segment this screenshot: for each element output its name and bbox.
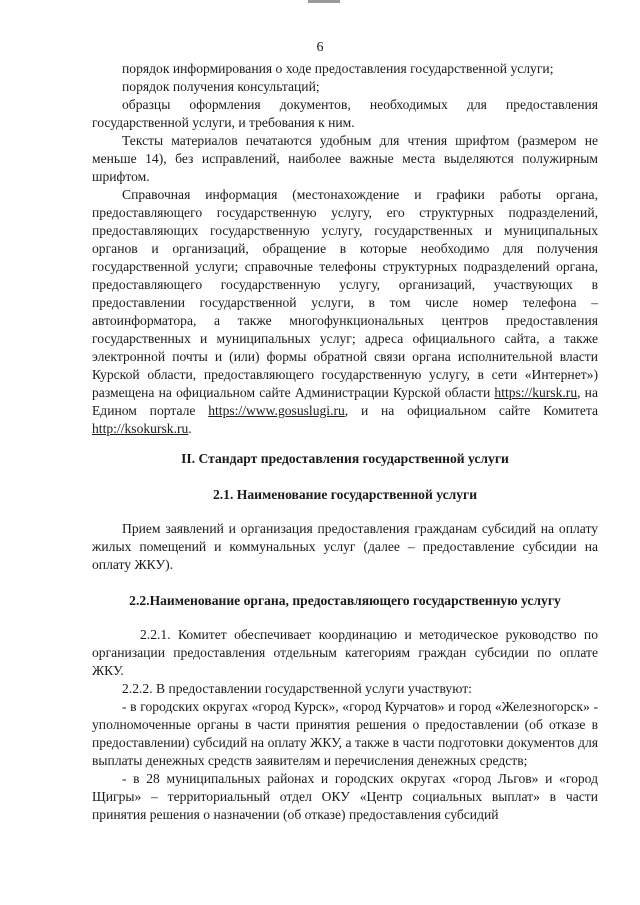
paragraph: порядок получения консультаций; [122, 79, 320, 94]
paragraph-text: , на Едином портале [92, 385, 598, 418]
subsection-heading: 2.1. Наименование государственной услуги [212, 487, 478, 502]
document-body [92, 60, 598, 824]
paragraph: - в городских округах «город Курск», «город Курчатов» и город «Железногорск» - уполномоченные органы в части принятия решения о предоставлении (об отказе в предоставлении) субсидий на оплату ЖКУ, а также в части подготовки документов для выплаты денежных средств заявителям и перечисления денежных средств; [92, 699, 598, 768]
page-number: 6 [316, 40, 324, 55]
paragraph-reference-info [92, 186, 598, 438]
kursk-link[interactable]: https://kursk.ru [494, 385, 578, 400]
paragraph: - в 28 муниципальных районах и городских округах «город Льгов» и «город Щигры» – территориальный отдел ОКУ «Центр социальных выплат» в части принятия решения о назначении (об отказе) предоставления субсидий [92, 771, 598, 822]
paragraph-text: , и на официальном сайте Комитета [344, 403, 598, 418]
paragraph: 2.2.2. В предоставлении государственной услуги участвуют: [122, 681, 472, 696]
section-heading: II. Стандарт предоставления государственной услуги [181, 451, 509, 466]
gosuslugi-link[interactable]: https://www.gosuslugi.ru [208, 403, 345, 418]
paragraph: образцы оформления документов, необходимых для предоставления государственной услуги, и требования к ним. [92, 97, 598, 130]
subsection-heading: 2.2.Наименование органа, предоставляющего государственную услугу [129, 593, 561, 608]
paragraph: 2.2.1. Комитет обеспечивает координацию и методическое руководство по организации предоставления отдельным категориям граждан субсидии по оплате ЖКУ. [92, 627, 598, 678]
paragraph: порядок информирования о ходе предоставления государственной услуги; [122, 61, 554, 76]
paragraph: Прием заявлений и организация предоставления гражданам субсидий на оплату жилых помещений и коммунальных услуг (далее – предоставление субсидии на оплату ЖКУ). [92, 521, 598, 572]
paragraph: Тексты материалов печатаются удобным для чтения шрифтом (размером не меньше 14), без исправлений, наиболее важные места выделяются полужирным шрифтом. [92, 133, 598, 184]
ksokursk-link[interactable]: http://ksokursk.ru [92, 421, 189, 436]
scan-mark [308, 0, 340, 3]
paragraph-text: Справочная информация (местонахождение и графики работы органа, предоставляющего государственную услугу, его структурных подразделений, предоставляющих государственную услугу, государственных и муниципальных органов и организаций, обращение в которые необходимо для получения государственной услуги; справочные телефоны структурных подразделений органа, предоставляющего государственную услугу, организаций, участвующих в предоставлении государственной услуги, в том числе номер телефона – автоинформатора, а также многофункциональных центров предоставления государственных и муниципальных услуг; адреса официального сайта, а также электронной почты и (или) формы обратной связи органа исполнительной власти Курской области, предоставляющего государственную услугу, в сети «Интернет») размещена на официальном сайте Администрации Курской области [92, 187, 598, 400]
paragraph-text: . [188, 421, 192, 436]
